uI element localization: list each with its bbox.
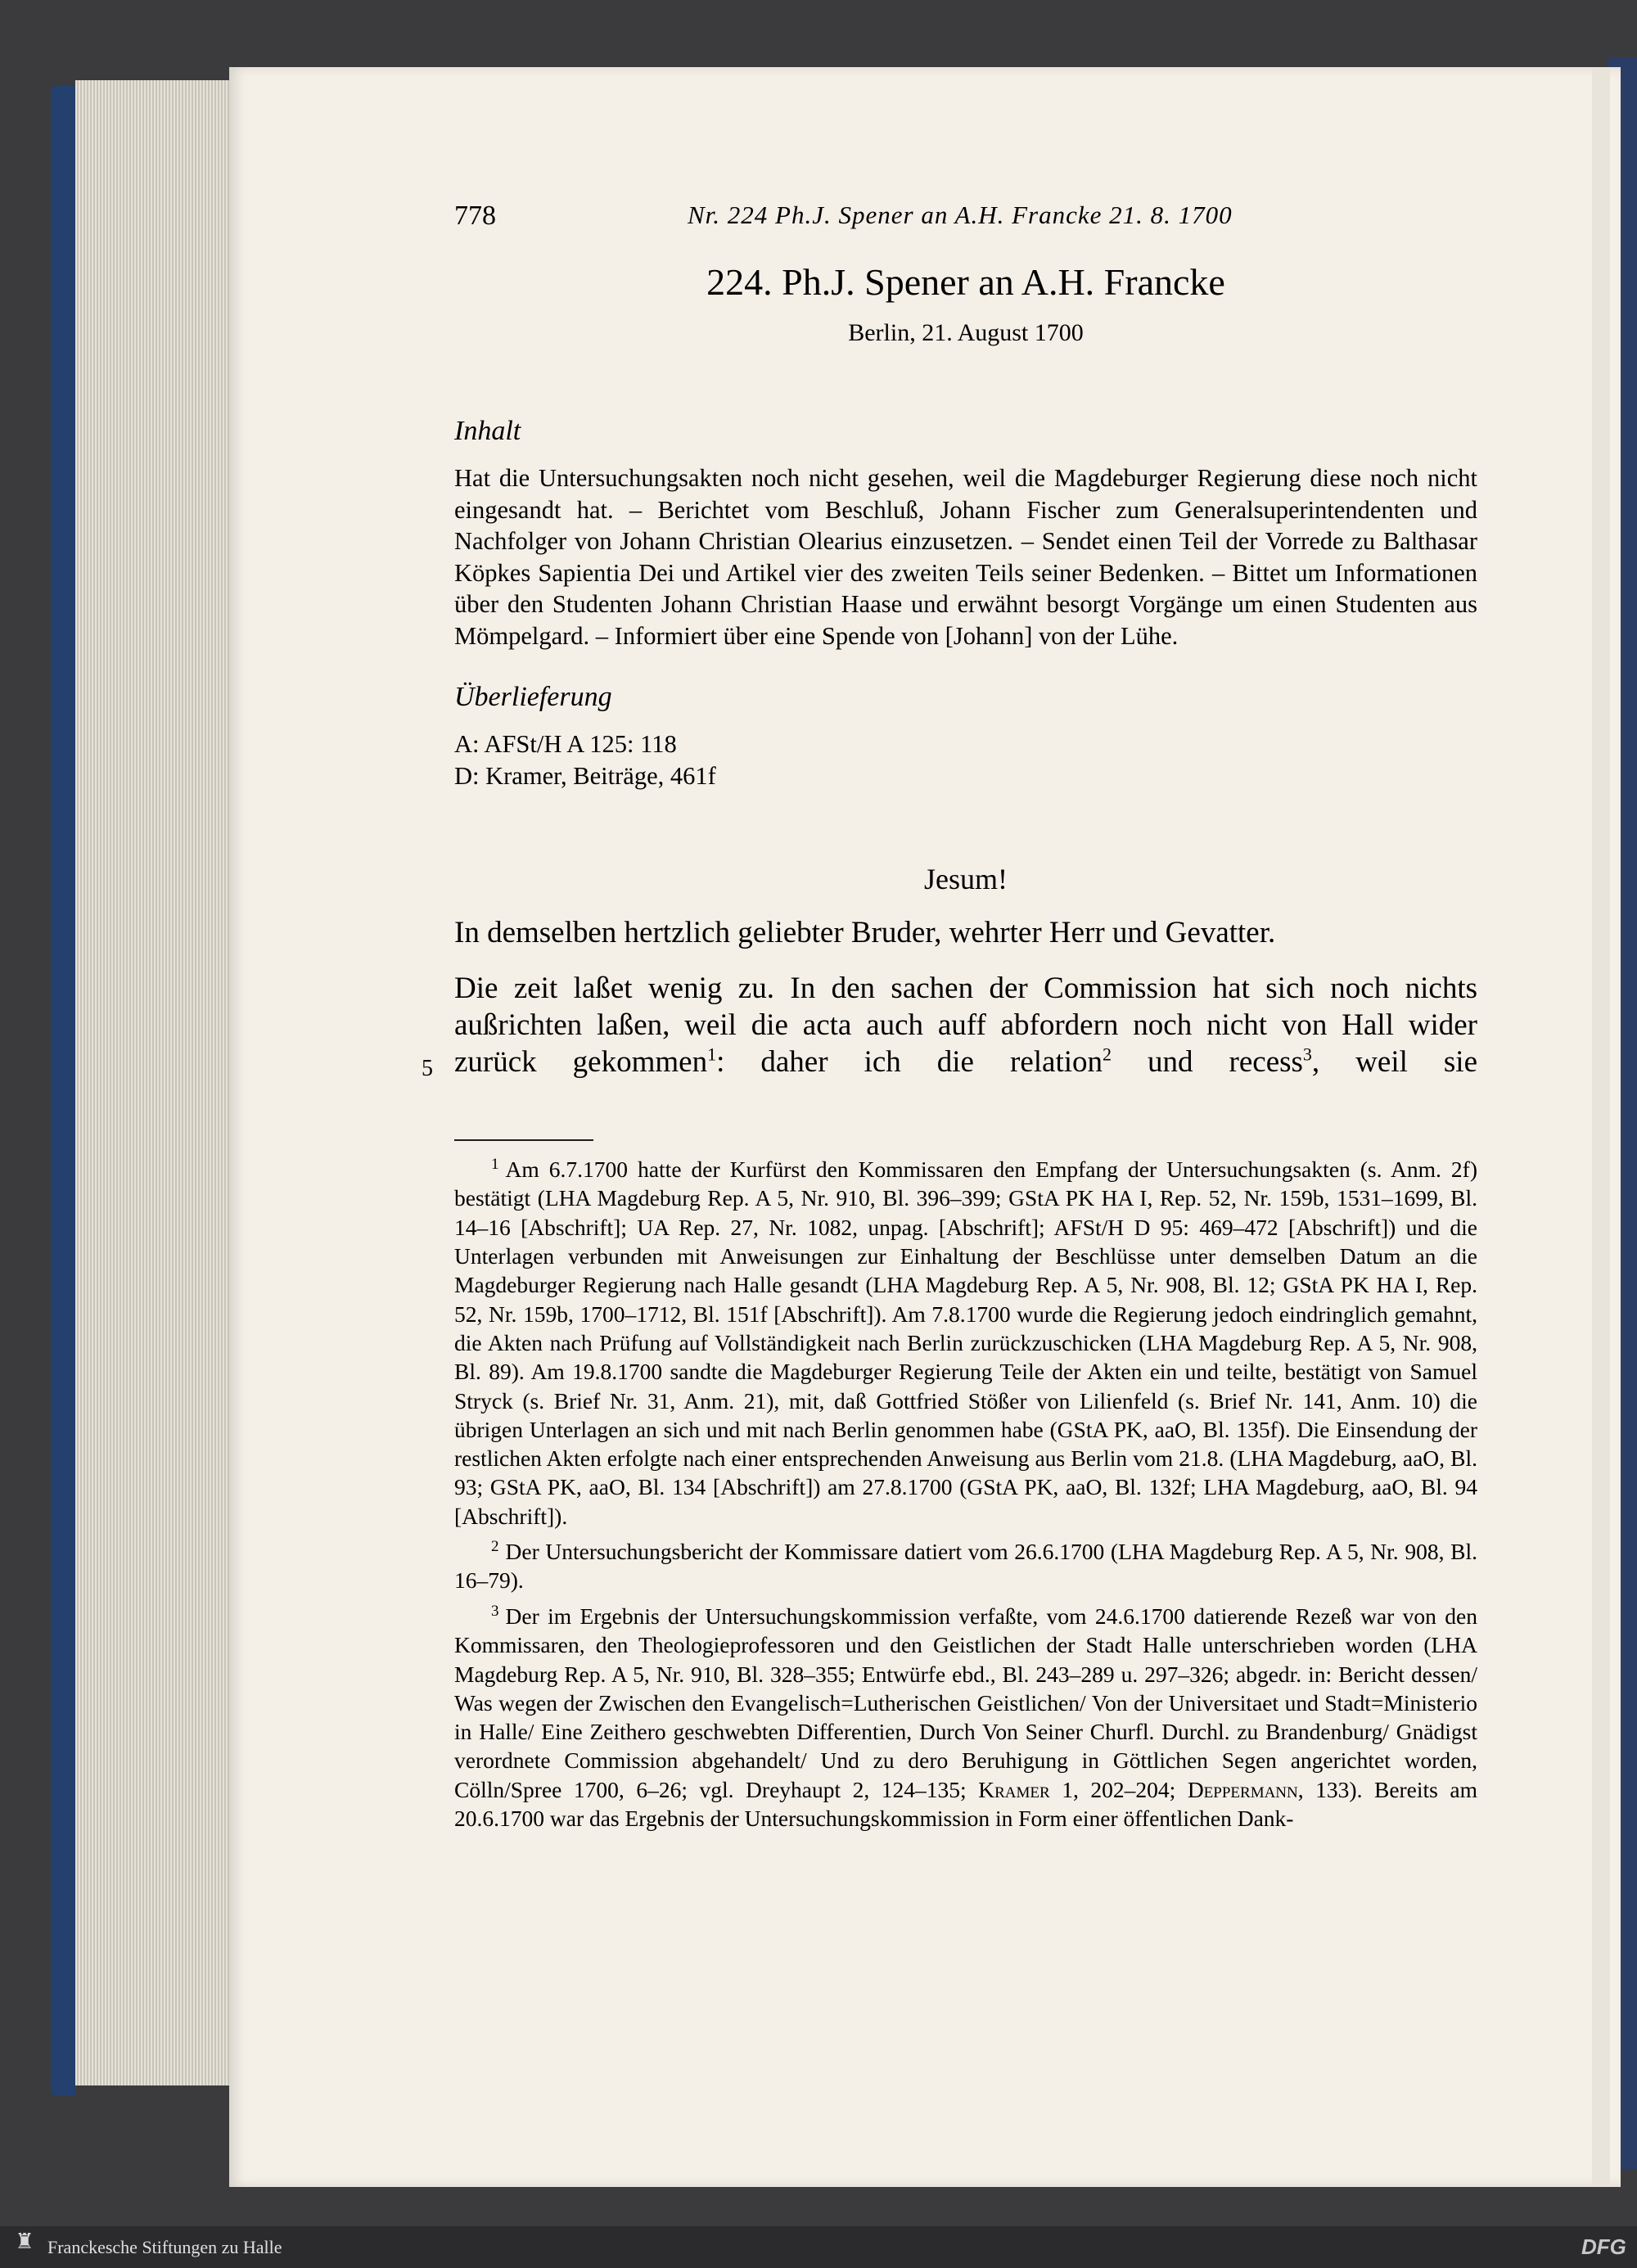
author-deppermann: Deppermann (1187, 1776, 1298, 1802)
footnote-ref-3: 3 (1302, 1044, 1312, 1065)
salutation: Jesum! (924, 863, 1008, 895)
source-item: D: Kramer, Beiträge, 461f (454, 762, 716, 790)
inhalt-heading: Inhalt (454, 416, 521, 446)
footnote-mark: 3 (491, 1602, 499, 1620)
footnote-3 (454, 1597, 1477, 1833)
footnote-mark: 1 (491, 1156, 499, 1173)
page-edges (75, 80, 239, 2085)
body-text: Die zeit laßet wenig zu. In den sachen der Commission hat sich noch nichts außrichten laßen, weil die acta auch auff abfordern noch nicht von Hall wider zurück gekommen (454, 972, 1477, 1079)
viewer-footer (0, 2226, 1637, 2268)
source-item: A: AFSt/H A 125: 118 (454, 730, 677, 758)
ueberlieferung-heading: Überlieferung (454, 682, 612, 712)
footnote-text: 1, 202–204; (1049, 1776, 1188, 1802)
institution-label: Franckesche Stiftungen zu Halle (47, 2237, 282, 2257)
footnote-text: Der Untersuchungsbericht der Kommissare datiert vom 26.6.1700 (LHA Magdeburg Rep. A 5, Nr. 908, Bl. 16–79). (454, 1539, 1477, 1594)
inhalt-summary: Hat die Untersuchungsakten noch nicht gesehen, weil die Magdeburger Regierung diese noch nicht eingesandt hat. – Berichtet vom Beschluß, Johann Fischer zum Generalsuperintendenten und Nachfolger von Johann Christian Olearius einzusetzen. – Sendet einen Teil der Vorrede zu Balthasar Köpkes Sapientia Dei und Artikel vier des zweiten Teils seiner Bedenken. – Bittet um Informationen über den Studenten Johann Christian Haase und erwähnt besorgt Vorgänge um einen Studenten aus Mömpelgard. – Informiert über eine Spende von [Johann] von der Lühe. (454, 464, 1477, 650)
book-page (229, 67, 1621, 2187)
page-number: 778 (454, 201, 496, 231)
book-binding (51, 86, 75, 2095)
footnote-rule (454, 1139, 593, 1141)
footnote-text: , 133). Bereits am 20.6.1700 war das Ergebnis der Untersuchungskommission in Form einer öffentlichen Dank- (454, 1776, 1478, 1831)
footnote-text: Der im Ergebnis der Untersuchungskommission verfaßte, vom 24.6.1700 datierende Rezeß war von den Kommissaren, den Theologieprofessoren und den Geistlichen der Stadt Halle unterschrieben worden (LHA Magdeburg Rep. A 5, Nr. 910, Bl. 328–355; Entwürfe ebd., Bl. 243–289 u. 297–326; abgedr. in: Bericht dessen/ Was wegen der Zwischen den Evangelisch=Lutherischen Geistlichen/ Von der Universitaet und Stadt=Ministerio in Halle/ Eine Zeithero geschwebten Differentien, Durch Von Seiner Churfl. Durchl. zu Brandenburg/ Gnädigst verordnete Commission abgehandelt/ Und zu dero Beruhigung in Göttlichen Segen angerichtet worden, Cölln/Spree 1700, 6–26; vgl. Dreyhaupt 2, 124–135; (454, 1603, 1477, 1802)
footnote-ref-1: 1 (707, 1044, 717, 1065)
facing-page-edge (1592, 67, 1610, 2187)
footnotes (454, 1150, 1477, 1834)
footnote-1 (454, 1150, 1477, 1531)
dfg-logo: DFG (1581, 2234, 1626, 2259)
letter-title: 224. Ph.J. Spener an A.H. Francke (706, 261, 1225, 303)
footnote-text: Am 6.7.1700 hatte der Kurfürst den Kommissaren den Empfang der Untersuchungsakten (s. Anm. 2f) bestätigt (LHA Magdeburg Rep. A 5, Nr. 910, Bl. 396–399; GStA PK HA I, Rep. 52, Nr. 159b, 1531–1699, Bl. 14–16 [Abschrift]; UA Rep. 27, Nr. 1082, unpag. [Abschrift]; AFSt/H D 95: 469–472 [Abschrift]) und die Unterlagen verbunden mit Anweisungen zur Einhaltung der Beschlüsse unter demselben Datum an die Magdeburger Regierung nach Halle gesandt (LHA Magdeburg Rep. A 5, Nr. 908, Bl. 12; GStA PK HA I, Rep. 52, Nr. 159b, 1700–1712, Bl. 151f [Abschrift]). Am 7.8.1700 wurde die Regierung jedoch eindringlich gemahnt, die Akten nach Prüfung auf Vollständigkeit nach Berlin zurückzuschicken (LHA Magdeburg Rep. A 5, Nr. 908, Bl. 89). Am 19.8.1700 sandte die Magdeburger Regierung Teile der Akten ein und teilte, bestätigt von Samuel Stryck (s. Brief Nr. 31, Anm. 21), mit, daß Gottfried Stößer von Lilienfeld (s. Brief Nr. 141, Anm. 10) die übrigen Unterlagen an sich und mit nach Berlin genommen habe (GStA PK, aaO, Bl. 135f). Die Einsendung der restlichen Akten erfolgte nach einer entsprechenden Anweisung aus Berlin vom 21.8. (LHA Magdeburg, aaO, Bl. 93; GStA PK, aaO, Bl. 134 [Abschrift]) am 27.8.1700 (GStA PK, aaO, Bl. 132f; LHA Magdeburg, aaO, Bl. 94 [Abschrift]). (454, 1157, 1477, 1529)
letter-body (454, 970, 1477, 1080)
footnote-ref-2: 2 (1103, 1044, 1112, 1065)
greeting-line: In demselben hertzlich geliebter Bruder, wehrter Herr und Gevatter. (454, 916, 1276, 949)
letter-place-date: Berlin, 21. August 1700 (848, 319, 1084, 346)
line-number: 5 (422, 1056, 433, 1081)
author-kramer: Kramer (978, 1776, 1050, 1802)
body-text: : daher ich die relation (716, 1045, 1103, 1079)
institution-logo-icon: ♜ (15, 2230, 34, 2253)
running-title: Nr. 224 Ph.J. Spener an A.H. Francke 21. 8. 1700 (688, 201, 1233, 229)
ueberlieferung-list (454, 728, 716, 792)
running-head (454, 201, 1477, 233)
footnote-2 (454, 1532, 1477, 1595)
body-text: , weil sie (1311, 1045, 1477, 1079)
body-text: und recess (1112, 1045, 1303, 1079)
footnote-mark: 2 (491, 1538, 499, 1556)
